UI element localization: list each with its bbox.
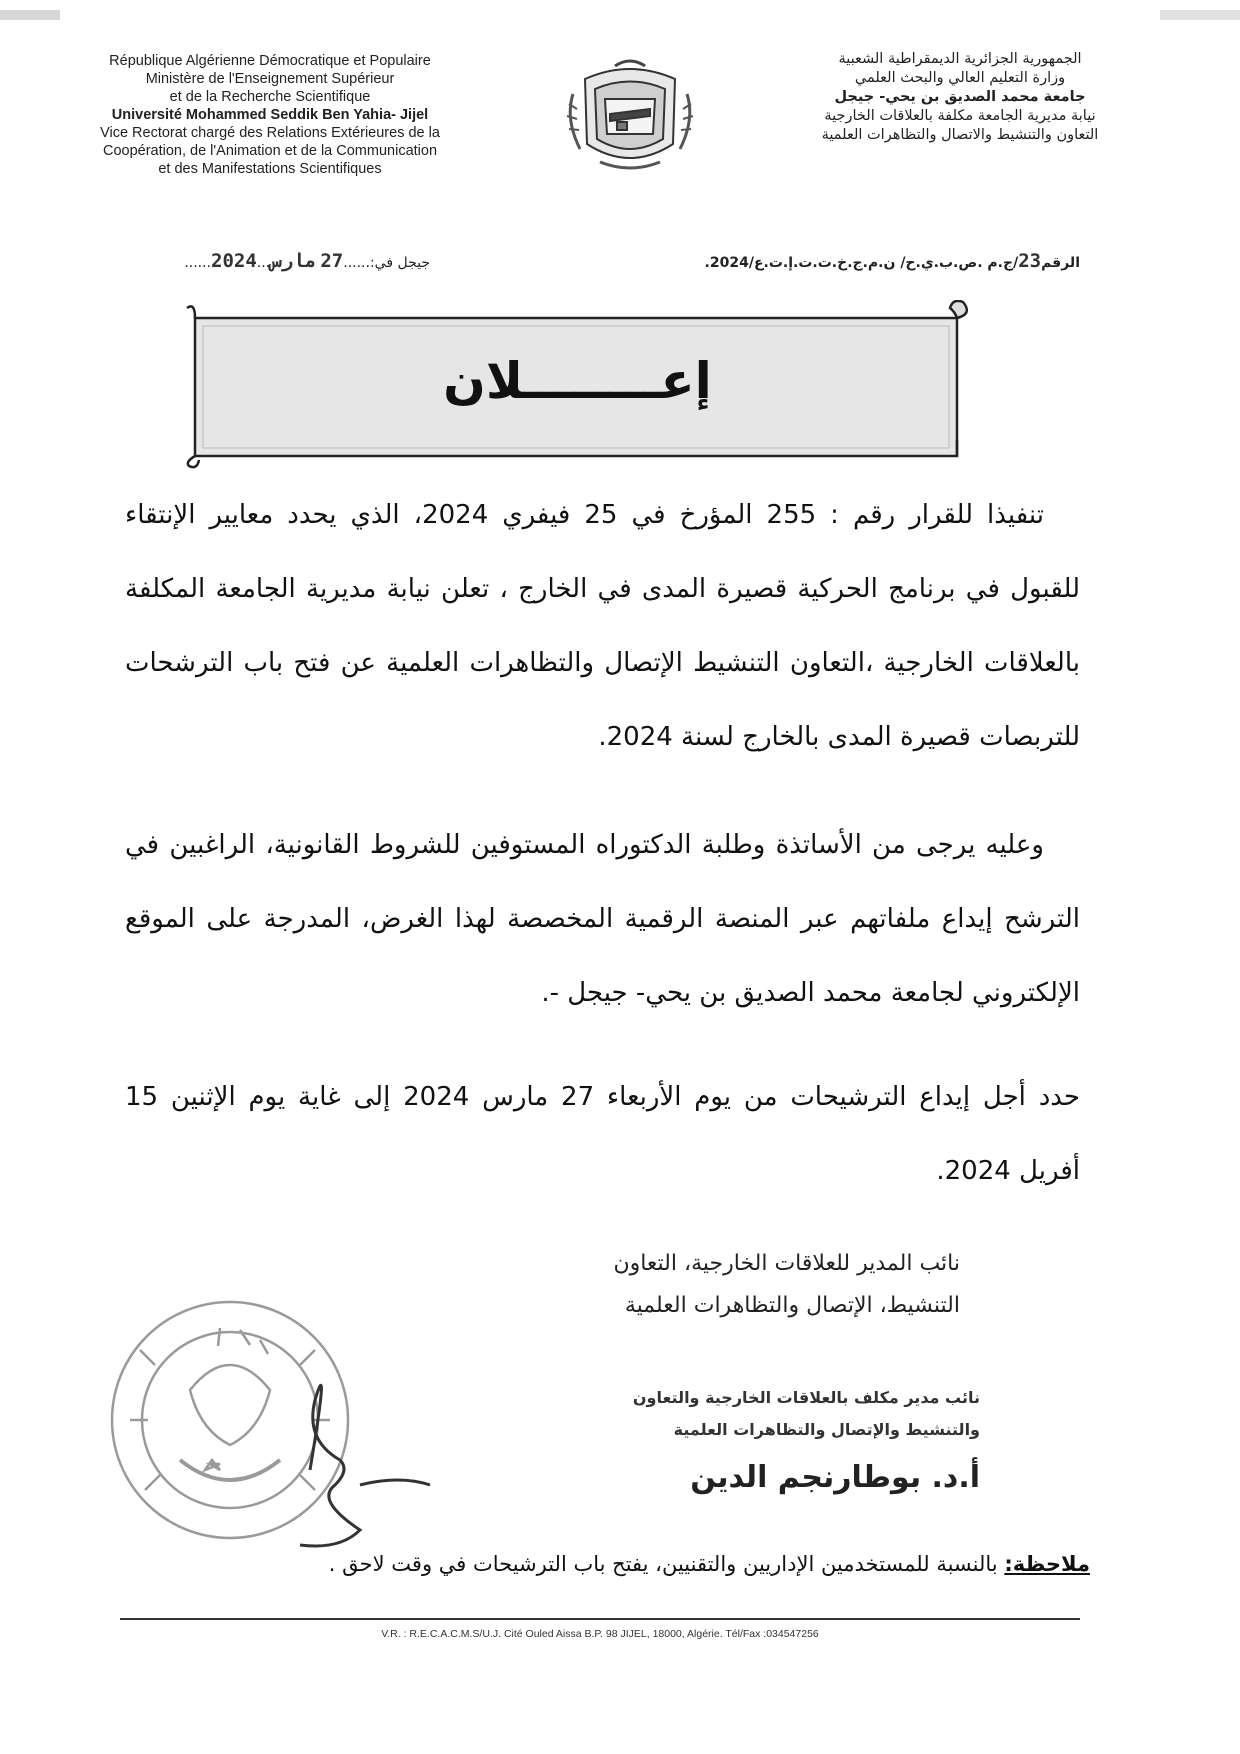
note-label: ملاحظة: xyxy=(1004,1552,1090,1576)
body-paragraph-3: حدد أجل إيداع الترشيحات من يوم الأربعاء 27 مارس 2024 إلى غاية يوم الإثنين 15 أفريل 2024. xyxy=(125,1082,1080,1186)
header-fr-university: Université Mohammed Seddik Ben Yahia- Jijel xyxy=(111,107,429,123)
document-date: جيجل في:......27 مارس...2024...... xyxy=(184,250,430,272)
signature-title-line: نائب المدير للعلاقات الخارجية، التعاون xyxy=(613,1251,960,1276)
reference-label: الرقم xyxy=(1041,255,1080,271)
signatory-name: أ.د. بوطارنجم الدين xyxy=(690,1460,980,1495)
signature-title-line: التنشيط، الإتصال والتظاهرات العلمية xyxy=(624,1293,960,1318)
note-text: بالنسبة للمستخدمين الإداريين والتقنيين، يفتح باب الترشيحات في وقت لاحق . xyxy=(328,1552,1005,1576)
date-day: 27 xyxy=(320,250,344,272)
note xyxy=(130,1552,1090,1576)
university-logo-icon xyxy=(555,54,705,174)
body-paragraph-1: تنفيذا للقرار رقم : 255 المؤرخ في 25 فيفري 2024، الذي يحدد معايير الإنتقاء للقبول في برنامج الحركية قصيرة المدى في الخارج ، تعلن نيابة مديرية الجامعة المكلفة بالعلاقات الخارجية ،التعاون التنشيط الإتصال والتظاهرات العلمية عن فتح باب الترشحات للتربصات قصيرة المدى بالخارج لسنة 2024. xyxy=(125,500,1080,752)
header-french xyxy=(60,52,480,178)
header-ar-university: جامعة محمد الصديق بن يحي- جيجل xyxy=(834,89,1086,105)
date-month: مارس xyxy=(270,250,316,272)
header-fr-line: Coopération, de l'Animation et de la Communication xyxy=(102,143,438,159)
header-fr-line: Vice Rectorat chargé des Relations Extérieures de la xyxy=(100,125,440,141)
scan-edge-mark-right xyxy=(1160,10,1240,20)
reference-handwritten-number: 23 xyxy=(1018,250,1042,272)
header-ar-line: الجمهورية الجزائرية الديمقراطية الشعبية xyxy=(838,51,1082,67)
footer-address: V.R. : R.E.C.A.C.M.S/U.J. Cité Ouled Aissa B.P. 98 JIJEL, 18000, Algérie. Tél/Fax :034547256 xyxy=(381,1628,819,1640)
header-ar-line: التعاون والتنشيط والاتصال والتظاهرات العلمية xyxy=(821,127,1099,143)
date-year: 2024 xyxy=(211,250,257,272)
stamp-title-line: نائب مدير مكلف بالعلاقات الخارجية والتعاون xyxy=(632,1388,980,1407)
reference-code: /ج.م .ص.ب.ي.ح/ ن.م.ج.خ.ت.ت.إ.ت.ع/2024. xyxy=(704,255,1019,271)
header-fr-line: et des Manifestations Scientifiques xyxy=(158,161,382,177)
footer-divider xyxy=(120,1618,1080,1620)
header-fr-line: Ministère de l'Enseignement Supérieur xyxy=(145,71,395,87)
header-fr-line: République Algérienne Démocratique et Populaire xyxy=(109,53,431,69)
reference-number xyxy=(590,250,1080,272)
stamp-title-line: والتنشيط والإتصال والتظاهرات العلمية xyxy=(673,1420,980,1439)
header-fr-line: et de la Recherche Scientifique xyxy=(169,89,371,105)
signature-block xyxy=(520,1243,960,1327)
body-paragraph-2: وعليه يرجى من الأساتذة وطلبة الدكتوراه المستوفين للشروط القانونية، الراغبين في الترشح إيداع ملفاتهم عبر المنصة الرقمية المخصصة لهذا الغرض، المدرجة على الموقع الإلكتروني لجامعة محمد الصديق بن يحي- جيجل -. xyxy=(125,830,1080,1008)
announcement-title: إعــــــــلان xyxy=(443,352,712,410)
header-arabic xyxy=(760,50,1160,145)
header-ar-line: وزارة التعليم العالي والبحث العلمي xyxy=(854,70,1066,86)
scan-edge-mark-left xyxy=(0,10,60,20)
header-ar-line: نيابة مديرية الجامعة مكلفة بالعلاقات الخارجية xyxy=(824,108,1096,124)
date-label: جيجل في: xyxy=(369,255,430,271)
